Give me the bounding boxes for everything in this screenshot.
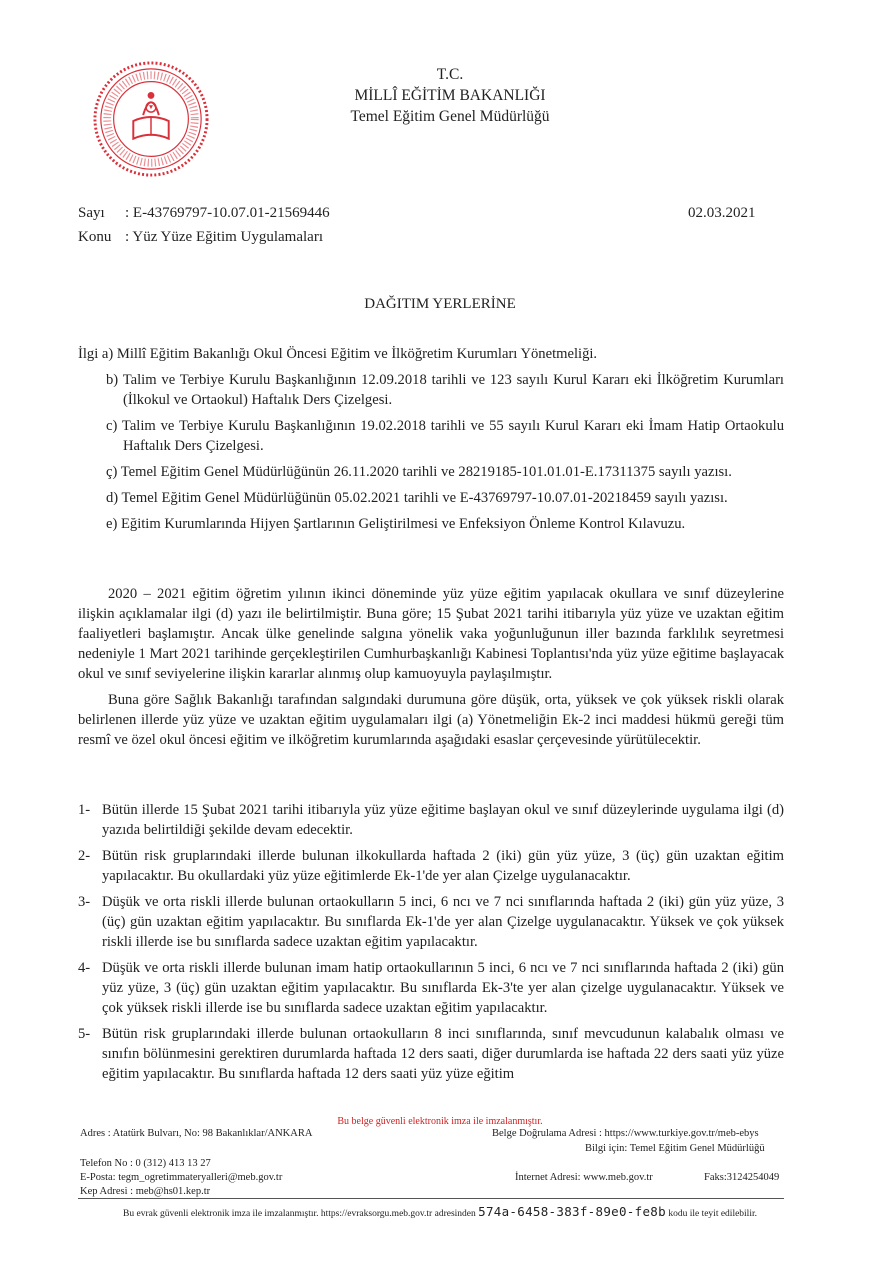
reference-a: İlgi a) Millî Eğitim Bakanlığı Okul Öncesi Eğitim ve İlköğretim Kurumları Yönetmeliği.: [78, 346, 598, 362]
header-ministry: MİLLÎ EĞİTİM BAKANLIĞI: [354, 87, 546, 104]
reference-cc: ç) Temel Eğitim Genel Müdürlüğünün 26.11.2020 tarihli ve 28219185-101.01.01-E.17311375 sayılı yazısı.: [106, 464, 732, 480]
numbered-list: [78, 800, 784, 1090]
reference-b: b) Talim ve Terbiye Kurulu Başkanlığının 12.09.2018 tarihli ve 123 sayılı Kurul Kararı eki İlköğretim Kurumları (İlkokul ve Ortaokul) Haftalık Ders Çizelgesi.: [106, 372, 784, 408]
list-number: 1-: [78, 802, 91, 818]
list-text: Düşük ve orta riskli illerde bulunan ortaokulların 5 inci, 6 ncı ve 7 nci sınıflarında haftada 2 (iki) gün yüz yüze, 3 (üç) gün uzaktan eğitim yapılacaktır. Bu sınıflarda Ek-1'de yer alan Çizelge uygulanacaktır. Yüksek ve çok yüksek riskli illerde ise bu sınıflarda sadece uzaktan eğitim yapılacaktır.: [102, 894, 784, 950]
sayi-value: : E-43769797-10.07.01-21569446: [125, 205, 330, 221]
addressee: DAĞITIM YERLERİNE: [364, 296, 516, 312]
document-date: 02.03.2021: [688, 205, 756, 221]
references-block: [78, 344, 784, 540]
verification-prefix: Bu evrak güvenli elektronik imza ile imzalanmıştır. https://evraksorgu.meb.gov.tr adresinden: [123, 1209, 476, 1219]
list-text: Bütün illerde 15 Şubat 2021 tarihi itibarıyla yüz yüze eğitime başlayan okul ve sınıf düzeylerinde uygulama ilgi (d) yazıda belirtildiği şekilde devam edecektir.: [102, 802, 784, 838]
paragraph-2: Buna göre Sağlık Bakanlığı tarafından salgındaki durumuna göre düşük, orta, yüksek ve çok yüksek riskli olarak belirlenen illerde yüz yüze ve uzaktan eğitim uygulamaları ilgi (a) Yönetmeliğin Ek-2 inci maddesi hükmü gereği tüm resmî ve özel okul öncesi eğitim ve ilköğretim kurumlarında aşağıdaki esaslar çerçevesinde yürütülecektir.: [78, 692, 784, 748]
paragraph-1: 2020 – 2021 eğitim öğretim yılının ikinci döneminde yüz yüze eğitim yapılacak okullara ve sınıf düzeylerine ilişkin açıklamalar ilgi (d) yazı ile belirtilmiştir. Buna göre; 15 Şubat 2021 tarihi itibarıyla yüz yüze ve uzaktan eğitim faaliyetleri başlamıştır. Ancak ülke genelinde salgına yönelik vaka yoğunluğunun iller bazında farklılık seyretmesi nedeniyle 1 Mart 2021 tarihinde gerçekleştirilen Cumhurbaşkanlığı Kabinesi Toplantısı'nda yüz yüze eğitime başlayacak okul ve sınıf seviyelerine ilişkin kararlar alınmış olup kamuoyuyla paylaşılmıştır.: [78, 586, 784, 682]
secure-signature-note: Bu belge güvenli elektronik imza ile imzalanmıştır.: [337, 1116, 543, 1127]
body-paragraphs: [78, 584, 784, 756]
list-item: [78, 892, 784, 952]
list-number: 4-: [78, 960, 91, 976]
konu-value: : Yüz Yüze Eğitim Uygulamaları: [125, 229, 323, 245]
verification-line: [0, 1204, 880, 1219]
list-text: Bütün risk gruplarındaki illerde bulunan ortaokulların 8 inci sınıflarında, sınıf mevcudunun kalabalık olması ve sınıfın bölünmesini gerektiren durumlarda haftada 12 ders saati, diğer durumlarda ise haftada 22 ders saati yüz yüze eğitim yapılacaktır. Bu sınıflarda haftada 12 ders saati yüz yüze eğitim: [102, 1026, 784, 1082]
list-number: 2-: [78, 848, 91, 864]
ministry-seal-icon: [92, 60, 210, 178]
footer-address: Adres : Atatürk Bulvarı, No: 98 Bakanlıklar/ANKARA: [80, 1128, 313, 1139]
verification-code: 574a-6458-383f-89e0-fe8b: [478, 1204, 666, 1219]
letterhead: [250, 64, 650, 127]
list-item: [78, 846, 784, 886]
footer-divider: [78, 1198, 784, 1199]
reference-c: c) Talim ve Terbiye Kurulu Başkanlığının 19.02.2018 tarihli ve 55 sayılı Kurul Kararı eki İmam Hatip Ortaokulu Haftalık Ders Çizelgesi.: [106, 418, 784, 454]
reference-e: e) Eğitim Kurumlarında Hijyen Şartlarının Geliştirilmesi ve Enfeksiyon Önleme Kontrol Kılavuzu.: [106, 516, 686, 532]
footer-info: Bilgi için: Temel Eğitim Genel Müdürlüğü: [585, 1143, 765, 1154]
list-text: Düşük ve orta riskli illerde bulunan imam hatip ortaokullarının 5 inci, 6 ncı ve 7 nci sınıflarında haftada 2 (iki) gün yüz yüze, 3 (üç) gün uzaktan eğitim yapılacaktır. Bu sınıflarda Ek-3'te yer alan çizelge uygulanacaktır. Yüksek ve çok yüksek riskli illerde ise bu sınıflarda sadece uzaktan eğitim yapılacaktır.: [102, 960, 784, 1016]
list-item: [78, 800, 784, 840]
list-number: 3-: [78, 894, 91, 910]
footer-internet: İnternet Adresi: www.meb.gov.tr: [515, 1172, 653, 1183]
list-number: 5-: [78, 1026, 91, 1042]
sayi-label: Sayı: [78, 205, 105, 221]
konu-label: Konu: [78, 229, 112, 245]
header-directorate: Temel Eğitim Genel Müdürlüğü: [350, 108, 550, 125]
footer-email: E-Posta: tegm_ogretimmateryalleri@meb.gov.tr: [80, 1172, 283, 1183]
footer-verify-address: Belge Doğrulama Adresi : https://www.turkiye.gov.tr/meb-ebys: [492, 1128, 759, 1139]
meta-sayi: [78, 205, 330, 222]
list-text: Bütün risk gruplarındaki illerde bulunan ilkokullarda haftada 2 (iki) gün yüz yüze, 3 (üç) gün uzaktan eğitim yapılacaktır. Bu okullardaki yüz yüze eğitimlerde Ek-1'de yer alan Çizelge uygulanacaktır.: [102, 848, 784, 884]
reference-d: d) Temel Eğitim Genel Müdürlüğünün 05.02.2021 tarihli ve E-43769797-10.07.01-20218459 sayılı yazısı.: [106, 490, 728, 506]
footer-phone: Telefon No : 0 (312) 413 13 27: [80, 1158, 211, 1169]
footer-kep: Kep Adresi : meb@hs01.kep.tr: [80, 1186, 211, 1197]
footer-fax: Faks:3124254049: [704, 1172, 780, 1183]
list-item: [78, 958, 784, 1018]
verification-suffix: kodu ile teyit edilebilir.: [668, 1209, 757, 1219]
list-item: [78, 1024, 784, 1084]
header-line-tc: T.C.: [436, 66, 464, 83]
meta-konu: [78, 229, 323, 246]
